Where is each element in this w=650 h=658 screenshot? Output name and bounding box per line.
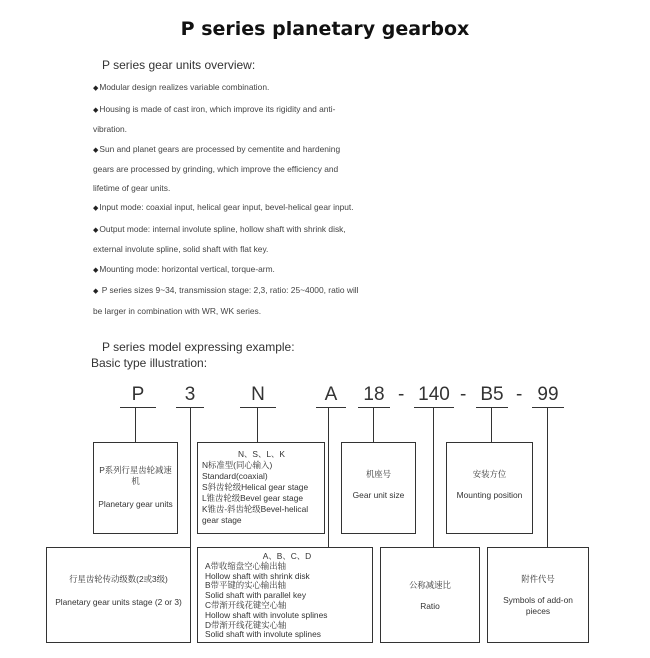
- diamond-bullet-icon: ◆: [93, 288, 99, 295]
- code-dash: -: [460, 384, 467, 405]
- stage-en: Planetary gear units stage (2 or 3): [55, 597, 182, 607]
- model-heading: P series model expressing example:: [102, 340, 295, 354]
- code-ratio: 140: [418, 384, 450, 405]
- connector-line: [373, 407, 374, 442]
- size-box: [341, 442, 416, 534]
- code-dash: -: [398, 384, 405, 405]
- output-line: Hollow shaft with involute splines: [205, 609, 328, 620]
- output-line: Solid shaft with parallel key: [205, 590, 307, 601]
- input-box: [197, 442, 325, 534]
- ratio-cn: 公称减速比: [409, 580, 451, 590]
- overview-item: ◆ P series sizes 9~34, transmission stage: 2,3, ratio: 25~4000, ratio will be larger in combination with WR, WK series.: [93, 285, 359, 316]
- stage-cn: 行星齿轮传动级数(2或3级): [69, 574, 168, 584]
- connector-line: [135, 407, 136, 442]
- input-line: L锥齿轮级Bevel gear stage: [202, 493, 304, 503]
- output-line: B带平键的实心输出轴: [205, 580, 286, 591]
- ratio-en: Ratio: [420, 601, 440, 611]
- diamond-bullet-icon: ◆: [93, 226, 99, 234]
- code-dash: -: [516, 384, 523, 405]
- overview-item: ◆Mounting mode: horizontal vertical, torque-arm.: [93, 263, 275, 274]
- input-line: Standard(coaxial): [202, 471, 268, 481]
- overview-item: ◆Modular design realizes variable combination.: [93, 82, 270, 92]
- overview-list: [93, 78, 363, 321]
- connector-line: [257, 407, 258, 442]
- stage-box: [46, 547, 191, 643]
- size-en: Gear unit size: [352, 490, 405, 500]
- code-underline: [476, 407, 508, 408]
- input-line: S斜齿轮级Helical gear stage: [202, 482, 309, 492]
- overview-item: ◆Housing is made of cast iron, which improve its rigidity and anti-vibration.: [93, 103, 336, 134]
- code-size: 18: [363, 384, 385, 405]
- input-line: N标准型(同心输入): [202, 460, 273, 470]
- attachment-en: Symbols of add-on pieces: [503, 595, 573, 616]
- code-output: A: [324, 384, 338, 405]
- overview-item: ◆Sun and planet gears are processed by cementite and hardening gears are processed by grinding, which improve the efficiency and lifetime of gear units.: [93, 143, 341, 193]
- diamond-bullet-icon: ◆: [93, 85, 99, 92]
- diamond-bullet-icon: ◆: [93, 205, 99, 212]
- code-underline: [120, 407, 156, 408]
- input-header: N、S、L、K: [237, 449, 285, 459]
- code-underline: [414, 407, 454, 408]
- connector-line: [433, 407, 434, 547]
- page-title: P series planetary gearbox: [180, 18, 470, 40]
- mounting-en: Mounting position: [456, 490, 523, 500]
- diamond-bullet-icon: ◆: [93, 106, 99, 114]
- code-attachment: 99: [537, 384, 559, 405]
- output-box: [197, 547, 373, 643]
- code-series: P: [131, 384, 145, 405]
- overview-item: ◆Input mode: coaxial input, helical gear input, bevel-helical gear input.: [93, 202, 354, 212]
- output-line: Solid shaft with involute splines: [205, 629, 321, 640]
- output-line: C带渐开线花键空心轴: [205, 599, 287, 610]
- code-stage: 3: [184, 384, 196, 405]
- overview-heading: P series gear units overview:: [102, 58, 256, 72]
- diamond-bullet-icon: ◆: [93, 266, 99, 274]
- ratio-box: [380, 547, 480, 643]
- connector-line: [328, 407, 329, 547]
- output-header: A、B、C、D: [262, 551, 312, 561]
- attachment-box: [487, 547, 589, 643]
- output-line: Hollow shaft with shrink disk: [205, 570, 310, 581]
- overview-item: ◆Output mode: internal involute spline, hollow shaft with shrink disk, external involute spline, solid shaft with flat key.: [93, 223, 346, 254]
- mounting-cn: 安装方位: [472, 469, 507, 479]
- connector-line: [190, 407, 191, 547]
- code-underline: [240, 407, 276, 408]
- series-cn: P系列行星齿轮减速机: [99, 465, 172, 486]
- connector-line: [491, 407, 492, 442]
- code-underline: [358, 407, 390, 408]
- code-underline: [532, 407, 564, 408]
- output-line: A带收缩盘空心输出轴: [205, 560, 286, 571]
- diamond-bullet-icon: ◆: [93, 146, 99, 154]
- output-line: D带渐开线花键实心轴: [205, 619, 287, 630]
- series-box: [93, 442, 178, 534]
- series-en: Planetary gear units: [98, 499, 173, 509]
- mounting-box: [446, 442, 533, 534]
- connector-line: [547, 407, 548, 547]
- attachment-cn: 附件代号: [521, 574, 555, 584]
- code-mounting: B5: [480, 384, 504, 405]
- basic-type-heading: Basic type illustration:: [91, 356, 208, 370]
- input-line: K锥齿-斜齿轮级Bevel-helical gear stage: [202, 504, 309, 525]
- code-input: N: [251, 384, 265, 405]
- size-cn: 机座号: [365, 469, 392, 479]
- code-underline: [316, 407, 346, 408]
